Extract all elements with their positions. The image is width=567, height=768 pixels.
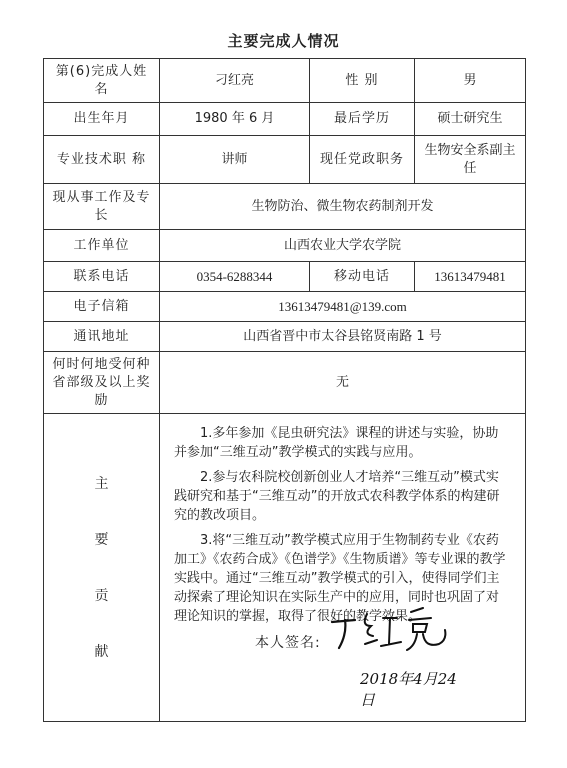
contribution-paragraph-3: 3.将“三维互动”教学模式应用于生物制药专业《农药加工》《农药合成》《色谱学》《生物质谱》等专业课的教学实践中。通过“三维互动”教学模式的引入，使得同学们主动探索了理论知识在实际生产中的应用，同时也巩固了对理论知识的掌握，取得了很好的教学效果。 <box>174 533 506 624</box>
label-birth: 出生年月 <box>44 103 160 136</box>
value-awards: 无 <box>160 352 526 414</box>
signature-date: 2018年4月24日 <box>360 670 457 709</box>
value-specialty: 生物防治、微生物农药制剂开发 <box>160 184 526 230</box>
value-gender: 男 <box>415 59 526 103</box>
row-email <box>44 292 526 322</box>
contribution-paragraph-2: 2.参与农科院校创新创业人才培养“三维互动”模式实践研究和基于“三维互动”的开放式农科教学体系的构建研究的教改项目。 <box>174 470 500 523</box>
value-address: 山西省晋中市太谷县铭贤南路 1 号 <box>160 322 526 352</box>
contribution-char: 主 <box>94 475 109 492</box>
signature-block <box>255 600 465 709</box>
row-specialty <box>44 184 526 230</box>
value-title: 讲师 <box>160 136 310 184</box>
label-name: 第(6)完成人姓 名 <box>44 59 160 103</box>
label-post: 现任党政职务 <box>310 136 415 184</box>
value-mobile: 13613479481 <box>415 262 526 292</box>
row-title <box>44 136 526 184</box>
contribution-text <box>160 414 526 722</box>
label-email: 电子信箱 <box>44 292 160 322</box>
signature-label: 本人签名: <box>255 635 321 651</box>
row-employer <box>44 230 526 262</box>
label-phone: 联系电话 <box>44 262 160 292</box>
value-phone: 0354-6288344 <box>160 262 310 292</box>
row-phone <box>44 262 526 292</box>
contribution-char: 献 <box>94 643 109 660</box>
row-birth <box>44 103 526 136</box>
label-education: 最后学历 <box>310 103 415 136</box>
label-title: 专业技术职 称 <box>44 136 160 184</box>
value-education: 硕士研究生 <box>415 103 526 136</box>
value-post: 生物安全系副主任 <box>415 136 526 184</box>
signature-scribble-icon <box>327 604 457 654</box>
value-name: 刁红亮 <box>160 59 310 103</box>
value-employer: 山西农业大学农学院 <box>160 230 526 262</box>
label-mobile: 移动电话 <box>310 262 415 292</box>
label-address: 通讯地址 <box>44 322 160 352</box>
label-employer: 工作单位 <box>44 230 160 262</box>
value-birth: 1980 年 6 月 <box>160 103 310 136</box>
value-email: 13613479481@139.com <box>160 292 526 322</box>
label-specialty: 现从事工作及专长 <box>44 184 160 230</box>
page-title: 主要完成人情况 <box>227 32 340 50</box>
handwritten-signature <box>327 604 457 658</box>
row-awards <box>44 352 526 414</box>
label-contribution <box>44 414 160 722</box>
contribution-char: 要 <box>94 531 109 548</box>
contribution-paragraph-1: 1.多年参加《昆虫研究法》课程的讲述与实验，协助并参加“三维互动”教学模式的实践与应用。 <box>174 426 499 460</box>
row-address <box>44 322 526 352</box>
row-name <box>44 59 526 103</box>
label-awards: 何时何地受何种省部级及以上奖励 <box>44 352 160 414</box>
contribution-char: 贡 <box>94 587 109 604</box>
label-gender: 性 别 <box>310 59 415 103</box>
contribution-label-stack <box>48 456 155 680</box>
